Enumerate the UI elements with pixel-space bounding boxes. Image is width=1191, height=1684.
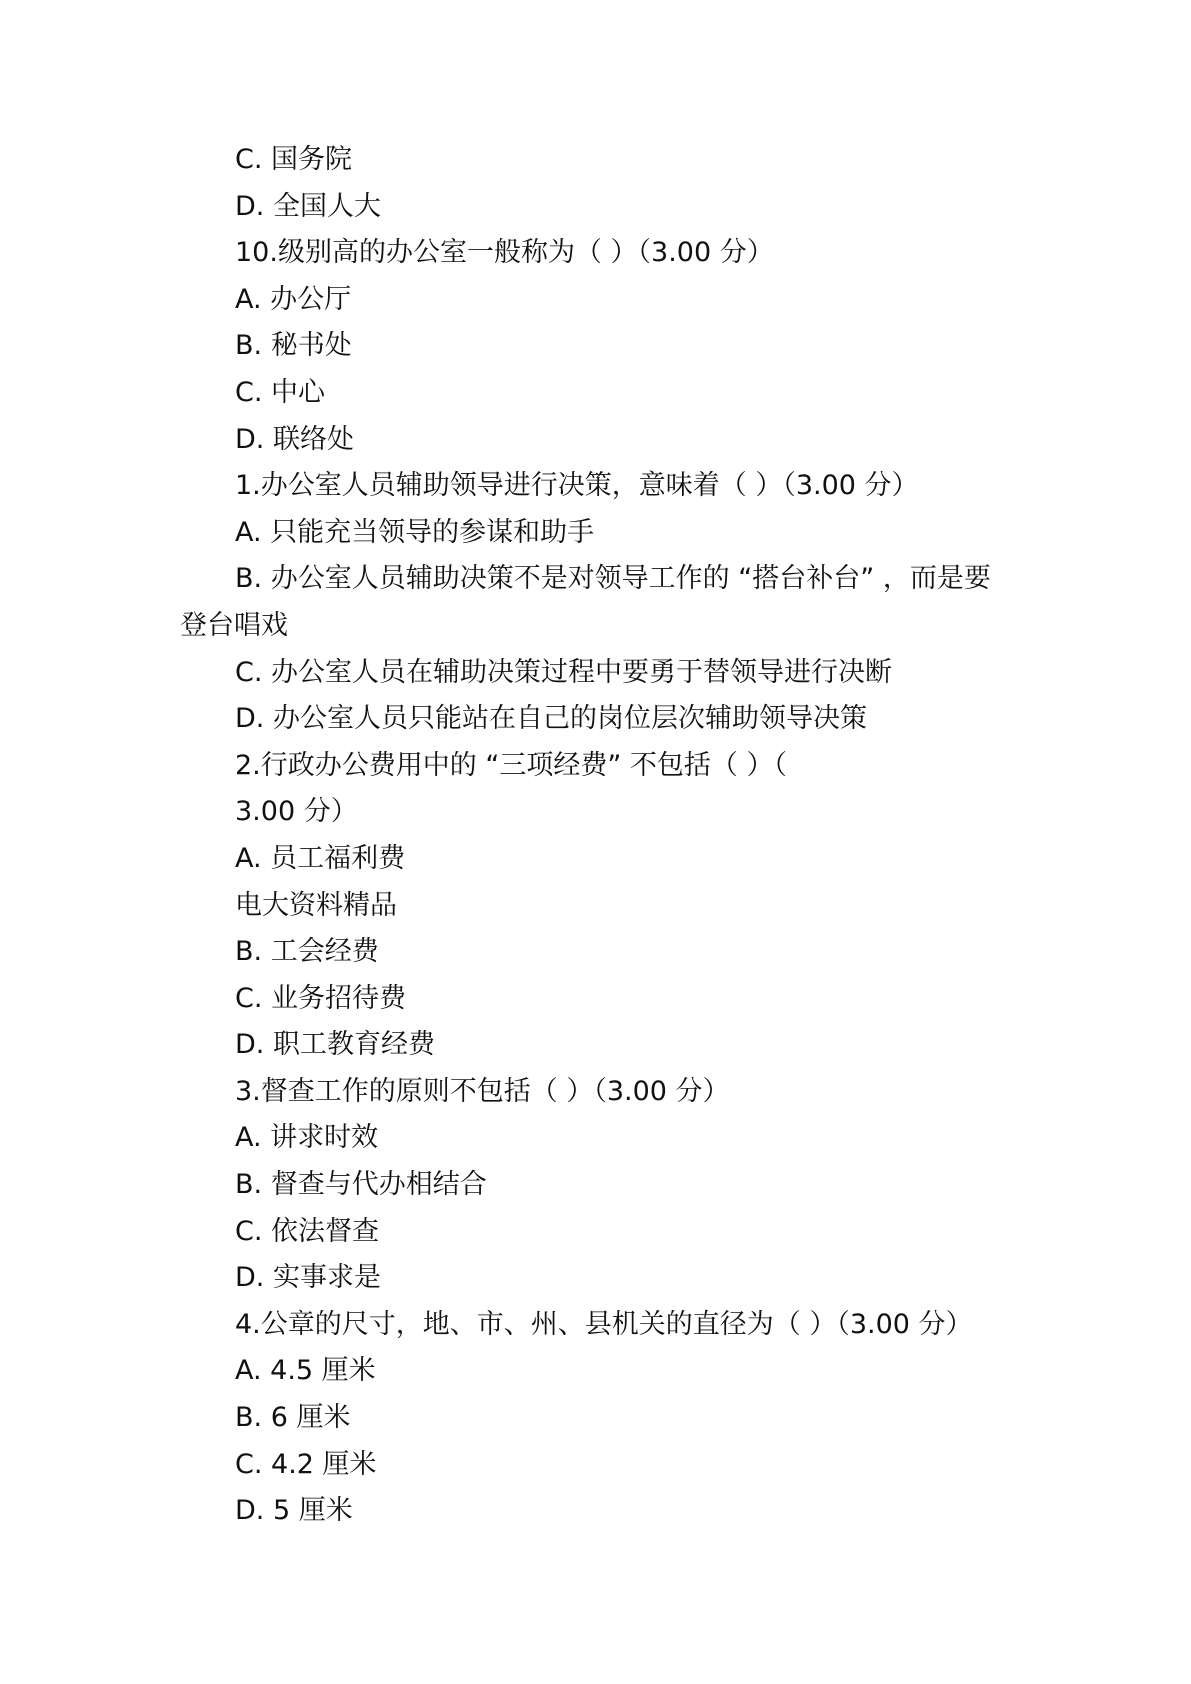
option-line-continuation: 登台唱戏 [180,609,288,641]
option-line: C. 4.2 厘米 [235,1448,377,1480]
question-line: 1.办公室人员辅助领导进行决策，意味着（ ）（3.00 分） [235,470,919,502]
option-line: B. 办公室人员辅助决策不是对领导工作的 “搭台补台” ，而是要 [235,563,991,595]
option-line: D. 联络处 [235,423,354,455]
option-line: D. 5 厘米 [235,1495,353,1527]
option-line: A. 员工福利费 [235,842,406,874]
option-line: C. 业务招待费 [235,982,407,1014]
watermark-text: 电大资料精品 [235,889,397,921]
option-line: D. 全国人大 [235,190,381,222]
option-line: C. 中心 [235,376,326,408]
option-line: B. 6 厘米 [235,1402,351,1434]
option-line: A. 4.5 厘米 [235,1355,376,1387]
option-line: D. 办公室人员只能站在自己的岗位层次辅助领导决策 [235,703,867,735]
option-line: C. 国务院 [235,144,353,175]
option-line: D. 职工教育经费 [235,1029,435,1061]
option-line: A. 只能充当领导的参谋和助手 [235,516,595,548]
option-line: B. 工会经费 [235,936,379,968]
question-line: 10.级别高的办公室一般称为（ ）（3.00 分） [235,237,774,269]
option-line: C. 依法督查 [235,1215,380,1247]
option-line: B. 督查与代办相结合 [235,1169,487,1201]
option-line: A. 办公厅 [235,283,352,315]
option-line: B. 秘书处 [235,330,352,362]
question-line: 3.督查工作的原则不包括（ ）（3.00 分） [235,1075,730,1107]
question-list [180,137,1040,1535]
question-line: 2.行政办公费用中的 “三项经费” 不包括（ ）（ [235,749,787,781]
question-line: 4.公章的尺寸，地、市、州、县机关的直径为（ ）（3.00 分） [235,1308,973,1340]
question-line-continuation: 3.00 分） [235,796,358,828]
option-line: D. 实事求是 [235,1262,381,1294]
option-line: A. 讲求时效 [235,1122,379,1154]
option-line: C. 办公室人员在辅助决策过程中要勇于替领导进行决断 [235,656,893,688]
